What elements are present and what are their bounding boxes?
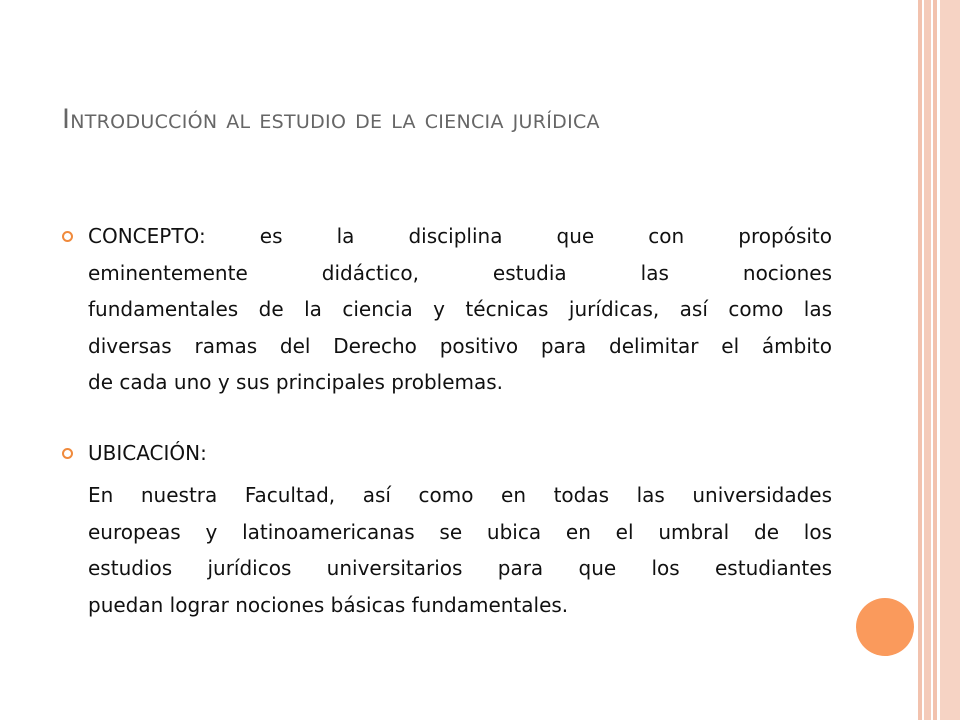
- hollow-circle-bullet-icon: [62, 448, 73, 459]
- bullet-concepto: [62, 218, 832, 401]
- ubicacion-line: estudios jurídicos universitarios para que los estudiantes: [88, 556, 832, 580]
- decorative-stripe: [924, 0, 931, 720]
- slide-body: [62, 218, 832, 623]
- decorative-stripe: [940, 0, 960, 720]
- ubicacion-label: UBICACIÓN:: [88, 440, 207, 465]
- ubicacion-paragraph: [62, 477, 832, 623]
- ubicacion-line: europeas y latinoamericanas se ubica en el umbral de los: [88, 519, 832, 544]
- accent-circle-icon: [856, 598, 914, 656]
- bullet-ubicacion: [62, 435, 832, 472]
- concepto-line: de cada uno y sus principales problemas.: [88, 370, 504, 394]
- slide-title: Introducción al estudio de la ciencia jurídica: [62, 104, 600, 135]
- ubicacion-line: En nuestra Facultad, así como en todas las universidades: [88, 483, 832, 507]
- concepto-line: CONCEPTO: es la disciplina que con propósito: [88, 224, 832, 248]
- concepto-line: eminentemente didáctico, estudia las nociones: [88, 260, 832, 285]
- hollow-circle-bullet-icon: [62, 231, 73, 242]
- ubicacion-line: puedan lograr nociones básicas fundamentales.: [88, 592, 569, 617]
- concepto-line: diversas ramas del Derecho positivo para delimitar el ámbito: [88, 333, 832, 358]
- concepto-line: fundamentales de la ciencia y técnicas jurídicas, así como las: [88, 297, 832, 321]
